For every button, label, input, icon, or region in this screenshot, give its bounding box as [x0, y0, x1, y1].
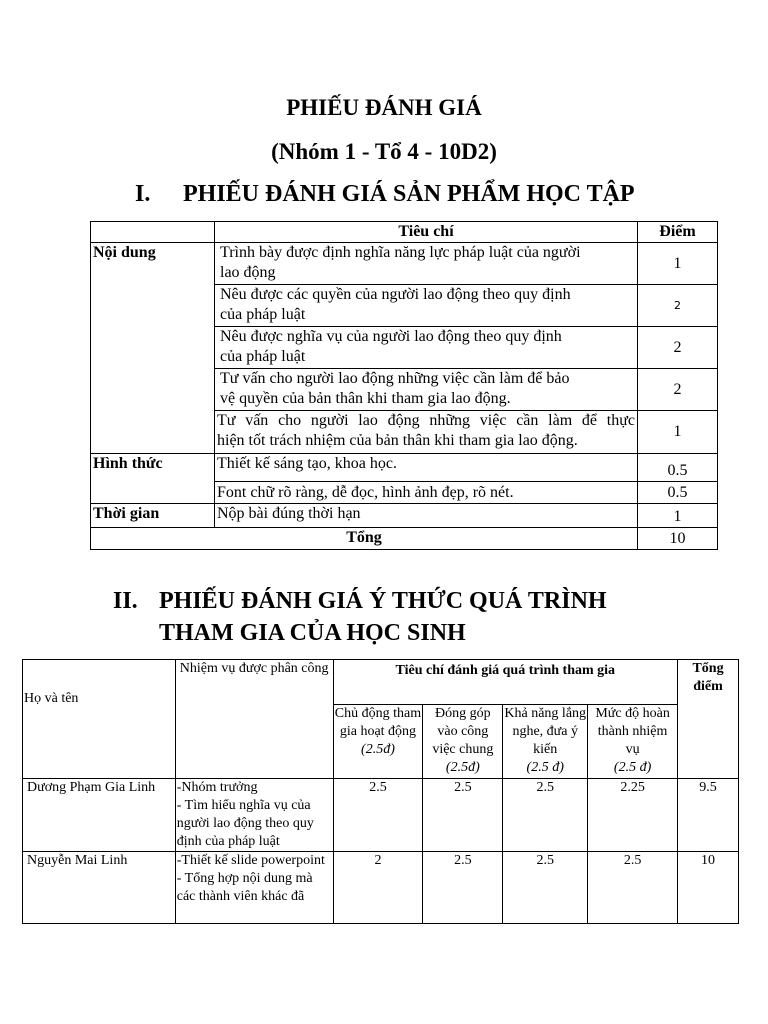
table-header-row	[23, 660, 739, 705]
criteria-cell	[215, 327, 638, 369]
task-text: - Tìm hiểu nghĩa vụ của người lao động theo quy định của pháp luật	[176, 798, 314, 849]
task-text: -Nhóm trưởng	[176, 780, 258, 795]
section-1-number: I.	[135, 181, 151, 207]
score-cell: 2.5	[503, 779, 588, 852]
subheader-max: (2.5 đ)	[526, 760, 564, 775]
group-time-label: Thời gian	[91, 504, 215, 528]
subheader-label: Chủ động tham gia hoạt động	[334, 706, 422, 739]
section-2-number: II.	[113, 588, 138, 614]
total-cell: 9.5	[678, 779, 739, 852]
criteria-text: của pháp luật	[220, 348, 306, 365]
subheader-label: Mức độ hoàn thành nhiệm vụ	[595, 706, 670, 757]
score-cell: 2.5	[503, 852, 588, 924]
section-1-title: PHIẾU ĐÁNH GIÁ SẢN PHẨM HỌC TẬP	[183, 181, 635, 207]
score-cell: 2	[638, 327, 718, 369]
score-cell: 2	[674, 299, 681, 312]
subheader-max: (2.5đ)	[361, 742, 395, 757]
criteria-cell	[215, 243, 638, 285]
student-task	[175, 852, 333, 924]
criteria-text: Tư vấn cho người lao động những việc cần làm để thực	[217, 412, 635, 429]
total-label: Tổng	[91, 528, 638, 550]
total-header: Tổng điểm	[678, 660, 739, 779]
score-cell: 2.5	[588, 852, 678, 924]
task-header: Nhiệm vụ được phân công	[175, 660, 333, 779]
criteria-subheader	[333, 705, 423, 779]
student-name: Dương Phạm Gia Linh	[23, 779, 176, 852]
score-header: Điểm	[638, 222, 718, 243]
participation-evaluation-table	[22, 659, 739, 924]
criteria-cell	[215, 411, 638, 454]
group-form-label: Hình thức	[91, 454, 215, 504]
page-subtitle: (Nhóm 1 - Tổ 4 - 10D2)	[271, 139, 497, 164]
product-evaluation-table	[90, 221, 718, 550]
student-task	[175, 779, 333, 852]
task-text: -Thiết kế slide powerpoint	[176, 853, 325, 868]
subheader-max: (2.5đ)	[445, 760, 480, 775]
task-text: - Tổng hợp nội dung mà các thành viên khác đã	[176, 871, 313, 904]
section-2-title-line1: PHIẾU ĐÁNH GIÁ Ý THỨC QUÁ TRÌNH	[159, 588, 607, 614]
score-cell: 2	[638, 369, 718, 411]
score-cell: 1	[638, 243, 718, 285]
criteria-subheader	[423, 705, 503, 779]
group-content-label: Nội dung	[91, 243, 215, 454]
criteria-header: Tiêu chí	[215, 222, 638, 243]
score-cell: 2	[333, 852, 423, 924]
criteria-text: Nêu được nghĩa vụ của người lao động theo quy định	[220, 328, 562, 345]
criteria-cell: Thiết kế sáng tạo, khoa học.	[215, 454, 638, 482]
score-cell: 2.5	[423, 852, 503, 924]
score-cell: 0.5	[638, 454, 718, 482]
subheader-label: Khả năng lắng nghe, đưa ý kiến	[504, 706, 587, 757]
criteria-cell	[215, 369, 638, 411]
total-row	[91, 528, 718, 550]
score-cell: 2.25	[588, 779, 678, 852]
subheader-label: Đóng góp vào công việc chung	[432, 706, 494, 757]
section-2-title-line2: THAM GIA CỦA HỌC SINH	[159, 620, 466, 646]
criteria-text: Nêu được các quyền của người lao động theo quy định	[220, 286, 571, 303]
criteria-cell: Nộp bài đúng thời hạn	[215, 504, 638, 528]
criteria-text: Tư vấn cho người lao động những việc cần làm để bảo	[220, 370, 570, 387]
score-cell: 2.5	[423, 779, 503, 852]
section-1-heading	[135, 178, 735, 210]
criteria-group-header: Tiêu chí đánh giá quá trình tham gia	[333, 660, 678, 705]
criteria-subheader	[588, 705, 678, 779]
table-row	[91, 504, 718, 528]
table-row	[91, 243, 718, 285]
score-cell: 2.5	[333, 779, 423, 852]
total-cell: 10	[678, 852, 739, 924]
score-cell: 0.5	[638, 482, 718, 504]
total-score: 10	[638, 528, 718, 550]
criteria-text: lao động	[220, 264, 276, 281]
score-cell: 1	[638, 504, 718, 528]
criteria-cell: Font chữ rõ ràng, dễ đọc, hình ảnh đẹp, rõ nét.	[215, 482, 638, 504]
subheader-max: (2.5 đ)	[613, 760, 652, 775]
table-header-row	[91, 222, 718, 243]
criteria-text: vệ quyền của bản thân khi tham gia lao động.	[220, 390, 511, 407]
criteria-text: Trình bày được định nghĩa năng lực pháp luật của người	[220, 244, 581, 261]
criteria-subheader	[503, 705, 588, 779]
table-row	[91, 454, 718, 482]
table-row	[23, 852, 739, 924]
criteria-text: hiện tốt trách nhiệm của bản thân khi tham gia lao động.	[217, 432, 578, 449]
page-title: PHIẾU ĐÁNH GIÁ	[286, 95, 482, 120]
criteria-text: của pháp luật	[220, 306, 306, 323]
student-name: Nguyễn Mai Linh	[23, 852, 176, 924]
section-2-heading	[113, 585, 733, 649]
table-row	[23, 779, 739, 852]
criteria-cell	[215, 285, 638, 327]
name-header: Họ và tên	[23, 660, 176, 779]
score-cell: 1	[638, 411, 718, 454]
